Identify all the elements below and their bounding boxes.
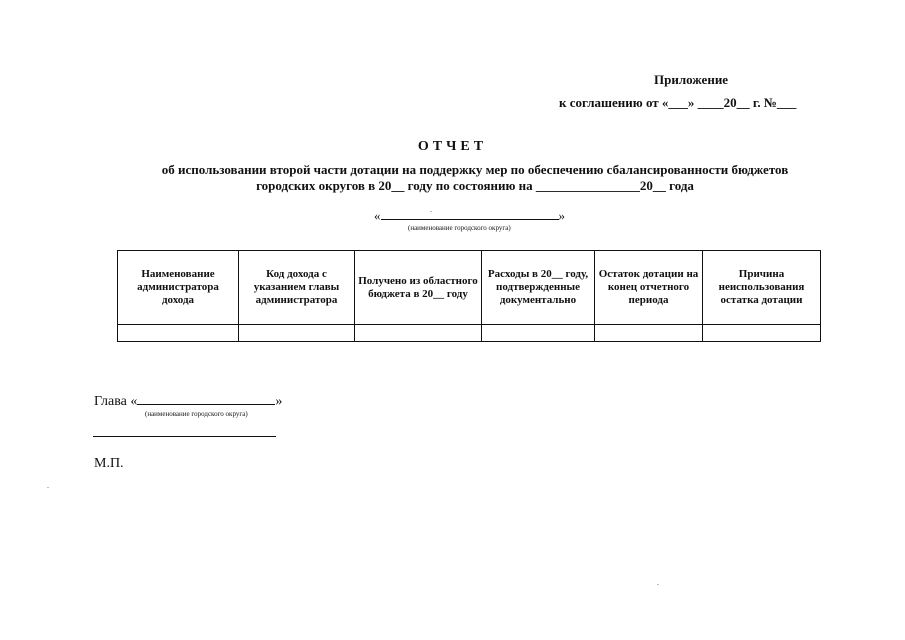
column-header: Наименование администратора дохода: [118, 251, 239, 325]
column-header: Остаток дотации на конец отчетного периода: [595, 251, 703, 325]
okrug-name-field: [374, 208, 565, 224]
column-header: Причина неиспользования остатка дотации: [703, 251, 821, 325]
scan-speck: [47, 487, 49, 488]
table-cell: [118, 325, 239, 342]
stamp-label: М.П.: [94, 456, 124, 471]
head-suffix: »: [275, 394, 283, 409]
table-cell: [595, 325, 703, 342]
table-cell: [703, 325, 821, 342]
table-cell: [482, 325, 595, 342]
report-subtitle: [60, 162, 890, 194]
appendix-agreement-line: к соглашению от «___» ____20__ г. №___: [559, 95, 797, 110]
head-caption: (наименование городского округа): [145, 410, 248, 418]
table-cell: [239, 325, 355, 342]
column-header: Код дохода с указанием главы администратора: [239, 251, 355, 325]
okrug-caption: (наименование городского округа): [408, 224, 511, 232]
column-header: Расходы в 20__ году, подтвержденные документально: [482, 251, 595, 325]
okrug-name-blank: [381, 209, 559, 220]
okrug-open-quote: «: [374, 208, 381, 223]
column-header: Получено из областного бюджета в 20__ году: [355, 251, 482, 325]
okrug-close-quote: »: [558, 208, 565, 223]
report-table: [117, 250, 821, 342]
report-subtitle-line-2: городских округов в 20__ году по состоянию на ________________20__ года: [256, 178, 694, 193]
report-subtitle-line-1: об использовании второй части дотации на поддержку мер по обеспечению сбалансированности бюджетов: [161, 162, 789, 177]
head-okrug-blank: [137, 394, 275, 405]
table-cell: [355, 325, 482, 342]
scan-speck: [430, 211, 432, 212]
table-header-row: [118, 251, 821, 325]
table-row: [118, 325, 821, 342]
signature-line: [93, 436, 276, 437]
report-title: ОТЧЕТ: [417, 139, 488, 154]
appendix-title: Приложение: [654, 72, 729, 87]
head-signature-label: [94, 394, 282, 410]
scan-speck: [657, 584, 659, 585]
head-prefix: Глава «: [94, 394, 138, 409]
